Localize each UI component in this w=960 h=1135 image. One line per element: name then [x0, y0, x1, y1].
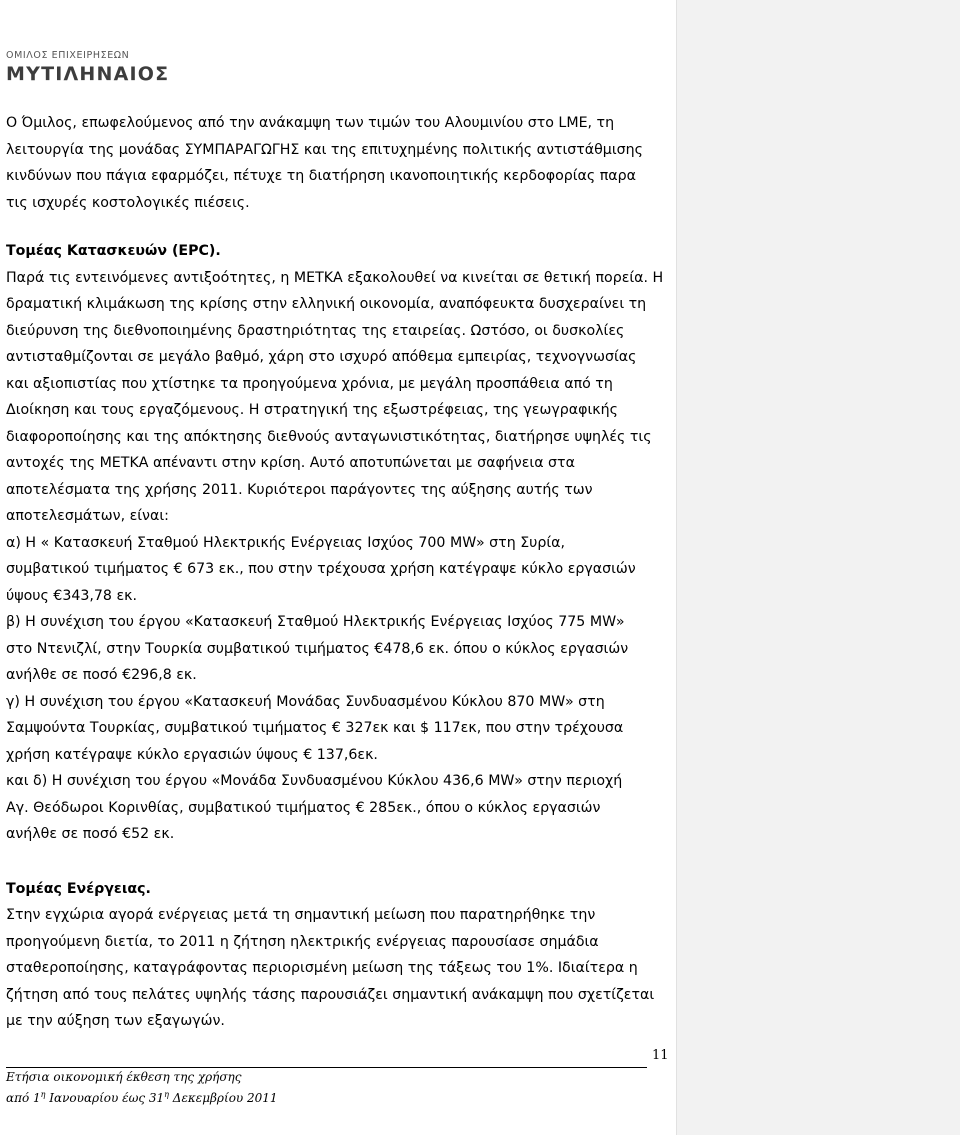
- intro-line: τις ισχυρές κοστολογικές πιέσεις.: [6, 194, 250, 211]
- epc-line: Παρά τις εντεινόμενες αντιξοότητες, η ΜΕΤΚΑ εξακολουθεί να κινείται σε θετική πορεία. Η: [6, 269, 664, 286]
- epc-line: δραματική κλιμάκωση της κρίσης στην ελληνική οικονομία, αναπόφευκτα δυσχεραίνει τη: [6, 296, 647, 312]
- footer-period-middle: Ιανουαρίου έως 31: [45, 1091, 165, 1105]
- epc-line: αποτελέσματα της χρήσης 2011. Κυριότεροι παράγοντες της αύξησης αυτής των: [6, 481, 593, 498]
- footer-period-end: Δεκεμβρίου 2011: [168, 1091, 278, 1105]
- epc-line: ύψους €343,78 εκ.: [6, 587, 138, 604]
- company-logo: [6, 50, 169, 85]
- footer-divider: [6, 1067, 647, 1068]
- epc-line: αποτελεσμάτων, είναι:: [6, 508, 169, 524]
- footer-period: [6, 1090, 278, 1105]
- intro-line: κινδύνων που πάγια εφαρμόζει, πέτυχε τη διατήρηση ικανοποιητικής κερδοφορίας παρα: [6, 168, 636, 184]
- intro-line: λειτουργία της μονάδας ΣΥΜΠΑΡΑΓΩΓΗΣ και της επιτυχημένης πολιτικής αντιστάθμισης: [6, 141, 643, 158]
- epc-line: και αξιοπιστίας που χτίστηκε τα προηγούμενα χρόνια, με μεγάλη προσπάθεια από τη: [6, 375, 613, 392]
- energy-line: σταθεροποίησης, καταγράφοντας περιορισμένη μείωση της τάξεως του 1%. Ιδιαίτερα η: [6, 960, 638, 976]
- epc-line: ανήλθε σε ποσό €52 εκ.: [6, 826, 175, 842]
- epc-line: α) Η « Κατασκευή Σταθμού Ηλεκτρικής Ενέργειας Ισχύος 700 MW» στη Συρία,: [6, 534, 566, 551]
- epc-line: αντοχές της ΜΕΤΚΑ απέναντι στην κρίση. Αυτό αποτυπώνεται με σαφήνεια στα: [6, 455, 575, 471]
- epc-line: β) Η συνέχιση του έργου «Κατασκευή Σταθμού Ηλεκτρικής Ενέργειας Ισχύος 775 MW»: [6, 614, 625, 630]
- footer-superscript: η: [164, 1090, 169, 1099]
- epc-line: διεύρυνση της διεθνοποιημένης δραστηριότητας της εταιρείας. Ωστόσο, οι δυσκολίες: [6, 322, 625, 339]
- document-body: [6, 110, 670, 1035]
- epc-line: γ) Η συνέχιση του έργου «Κατασκευή Μονάδας Συνδυασμένου Κύκλου 870 MW» στη: [6, 693, 605, 710]
- epc-line: ανήλθε σε ποσό €296,8 εκ.: [6, 667, 197, 683]
- energy-heading: Τομέας Ενέργειας.: [6, 880, 151, 897]
- epc-line: στο Ντενιζλί, στην Τουρκία συμβατικού τιμήματος €478,6 εκ. όπου ο κύκλος εργασιών: [6, 640, 629, 657]
- epc-heading: Τομέας Κατασκευών (EPC).: [6, 243, 221, 259]
- comment-pane: [676, 0, 960, 1135]
- epc-line: Αγ. Θεόδωροι Κορινθίας, συμβατικού τιμήματος € 285εκ., όπου ο κύκλος εργασιών: [6, 799, 601, 816]
- spacer: [6, 216, 670, 238]
- epc-line: Διοίκηση και τους εργαζόμενους. Η στρατηγική της εξωστρέφειας, της γεωγραφικής: [6, 402, 618, 418]
- footer-title: Ετήσια οικονομική έκθεση της χρήσης: [6, 1070, 242, 1084]
- intro-line: Ο Όμιλος, επωφελούμενος από την ανάκαμψη των τιμών του Αλουμινίου στο LME, τη: [6, 115, 615, 131]
- logo-subtitle: ΟΜΙΛΟΣ ΕΠΙΧΕΙΡΗΣΕΩΝ: [6, 50, 130, 61]
- intro-paragraph: [6, 110, 670, 216]
- energy-paragraph: [6, 902, 670, 1035]
- epc-line: διαφοροποίησης και της απόκτησης διεθνούς ανταγωνιστικότητας, διατήρησε υψηλές τις: [6, 428, 652, 445]
- logo-title: ΜΥΤΙΛΗΝΑΙΟΣ: [6, 63, 170, 85]
- energy-line: ζήτηση από τους πελάτες υψηλής τάσης παρουσιάζει σημαντική ανάκαμψη που σχετίζεται: [6, 986, 655, 1003]
- energy-line: προηγούμενη διετία, το 2011 η ζήτηση ηλεκτρικής ενέργειας παρουσίασε σημάδια: [6, 933, 599, 950]
- spacer: [6, 848, 670, 876]
- footer-superscript: η: [40, 1090, 46, 1099]
- energy-line: Στην εγχώρια αγορά ενέργειας μετά τη σημαντική μείωση που παρατηρήθηκε την: [6, 907, 596, 923]
- epc-line: και δ) Η συνέχιση του έργου «Μονάδα Συνδυασμένου Κύκλου 436,6 MW» στην περιοχή: [6, 773, 623, 789]
- energy-line: με την αύξηση των εξαγωγών.: [6, 1013, 225, 1029]
- epc-paragraph: [6, 265, 670, 848]
- epc-line: Σαμψούντα Τουρκίας, συμβατικού τιμήματος € 327εκ και $ 117εκ, που στην τρέχουσα: [6, 720, 624, 736]
- page-number: 11: [652, 1048, 669, 1063]
- epc-line: χρήση κατέγραψε κύκλο εργασιών ύψους € 137,6εκ.: [6, 746, 378, 763]
- footer-period-start: από 1: [6, 1091, 41, 1105]
- epc-line: αντισταθμίζονται σε μεγάλο βαθμό, χάρη στο ισχυρό απόθεμα εμπειρίας, τεχνογνωσίας: [6, 349, 637, 365]
- epc-line: συμβατικού τιμήματος € 673 εκ., που στην τρέχουσα χρήση κατέγραψε κύκλο εργασιών: [6, 561, 636, 577]
